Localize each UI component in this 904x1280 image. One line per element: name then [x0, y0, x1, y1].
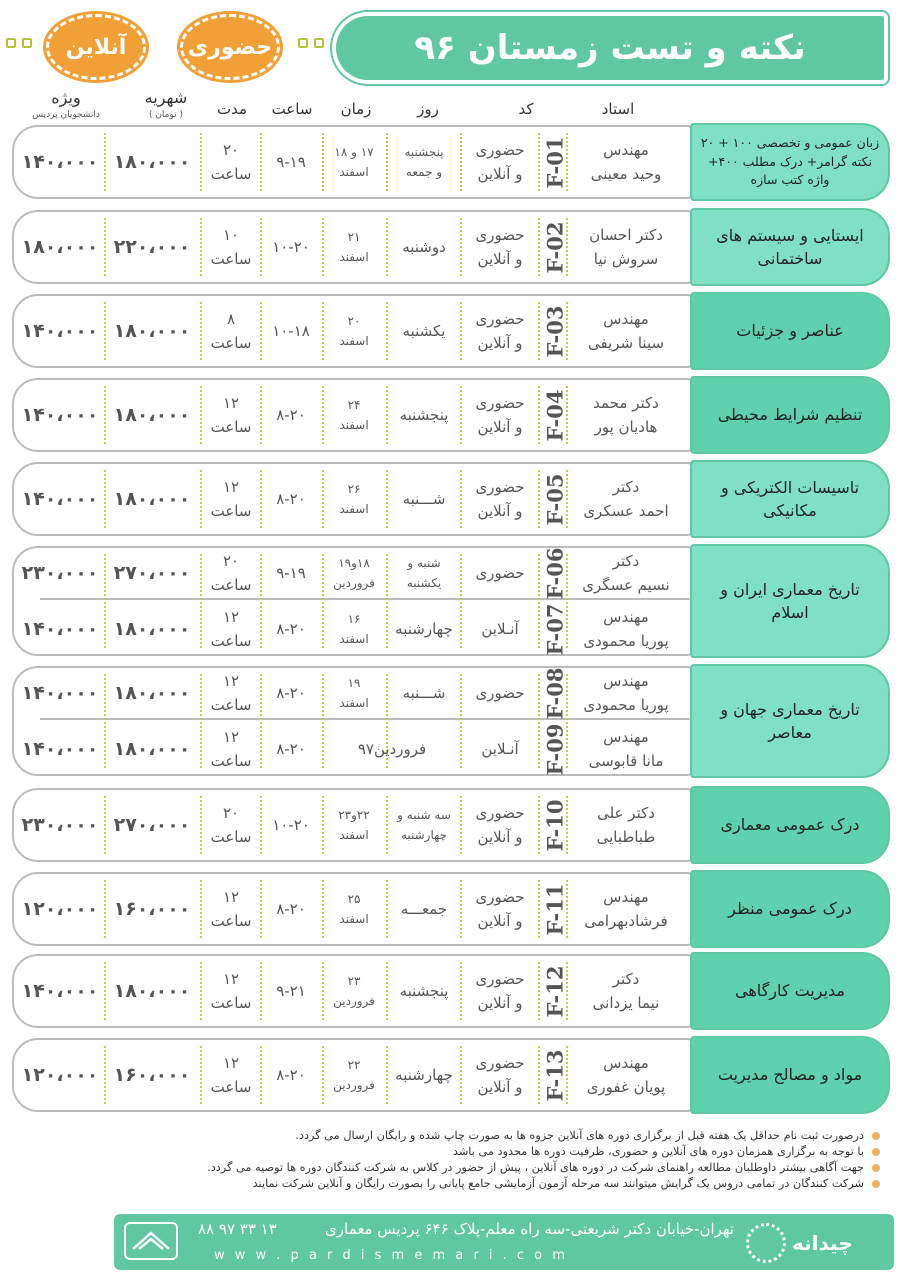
- teacher-name: [566, 378, 686, 452]
- day: [386, 462, 462, 536]
- cell-line: ۱۲: [222, 888, 240, 906]
- special-fee: ۲۳۰،۰۰۰: [21, 561, 99, 584]
- cell-line: ۲۰: [222, 804, 240, 822]
- cell-line: ساعت: [210, 632, 252, 650]
- cell-line: ساعت: [210, 828, 252, 846]
- col-teacher: استاد: [601, 100, 635, 118]
- special-fee: ۱۴۰،۰۰۰: [21, 150, 99, 173]
- course-name[interactable]: ایستایی و سیستم های ساختمانی: [690, 208, 890, 286]
- cell-line: دکتر: [612, 970, 640, 988]
- hour: [260, 666, 322, 720]
- cell-line: چهارشنبه: [395, 1066, 453, 1084]
- cell-line: و آنلاین: [477, 994, 523, 1012]
- cell-line: اسفند: [339, 334, 369, 348]
- cell-line: چهارشنبه: [395, 620, 453, 638]
- course-name[interactable]: تاریخ معماری جهان و معاصر: [690, 664, 890, 778]
- col-day: روز: [417, 100, 439, 118]
- day-date: فروردین۹۷: [357, 740, 427, 758]
- day: [386, 788, 462, 862]
- cell-line: ۲۰: [222, 141, 240, 159]
- day: [386, 125, 462, 199]
- decor-dots-left: [6, 38, 32, 48]
- course-code-text: F-04: [542, 389, 568, 441]
- cell-line: ساعت: [210, 250, 252, 268]
- decor-dots-middle: [298, 38, 324, 48]
- cell-line: نسیم عسگری: [582, 576, 670, 594]
- fee: ۱۸۰،۰۰۰: [113, 150, 191, 173]
- hour-text: ۸-۲۰: [276, 1066, 306, 1084]
- cell-line: اسفند: [339, 828, 369, 842]
- fee: ۱۸۰،۰۰۰: [113, 979, 191, 1002]
- brand-rosette-icon: [746, 1223, 786, 1263]
- teacher-name: [566, 788, 686, 862]
- cell-line: دکتر: [612, 552, 640, 570]
- cell-line: ساعت: [210, 165, 252, 183]
- footer-phone: ۸۸ ۹۷ ۳۳ ۱۳: [198, 1220, 277, 1238]
- cell-line: اسفند: [339, 502, 369, 516]
- cell-line: ۱۸و۱۹: [338, 555, 370, 570]
- date: [322, 210, 386, 284]
- cell-line: مهندس: [603, 672, 649, 690]
- hour: [260, 954, 322, 1028]
- attendance-type: [460, 294, 540, 368]
- cell-line: شنبه و: [407, 555, 441, 570]
- teacher-name: [566, 602, 686, 656]
- cell-line: پویان غفوری: [586, 1078, 666, 1096]
- cell-line: آنـلاین: [481, 620, 519, 638]
- cell-line: ساعت: [210, 1078, 252, 1096]
- duration: [200, 462, 262, 536]
- day: [386, 602, 462, 656]
- duration: [200, 666, 262, 720]
- cell-line: اسفند: [339, 696, 369, 710]
- cell-line: ۸: [226, 310, 236, 328]
- col-date: زمان: [340, 100, 372, 118]
- cell-line: ۲۲و۲۳: [338, 807, 370, 822]
- hour: [260, 546, 322, 600]
- course-name[interactable]: تاسیسات الکتریکی و مکانیکی: [690, 460, 890, 538]
- cell-line: دوشنبه: [402, 238, 446, 256]
- cell-line: دکتر: [612, 478, 640, 496]
- cell-line: شـــنبه: [402, 490, 446, 508]
- course-name[interactable]: تنظیم شرایط محیطی: [690, 376, 890, 454]
- footer: [114, 1214, 894, 1270]
- course-code: [538, 872, 572, 946]
- col-hour: ساعت: [271, 100, 313, 118]
- col-code: کد: [518, 100, 534, 118]
- hour-text: ۱۰-۱۸: [272, 322, 310, 340]
- special-fee: ۱۴۰،۰۰۰: [21, 737, 99, 760]
- teacher-name: [566, 872, 686, 946]
- hour-text: ۱۰-۲۰: [272, 816, 310, 834]
- col-fee: شهریه: [144, 88, 188, 107]
- course-code-text: F-12: [542, 965, 568, 1017]
- cell-line: ۱۲: [222, 672, 240, 690]
- hour: [260, 872, 322, 946]
- cell-line: ساعت: [210, 752, 252, 770]
- cell-line: یکشنبه: [402, 322, 446, 340]
- cell-line: هادیان پور: [594, 418, 658, 436]
- day: [386, 210, 462, 284]
- brand-logo: [746, 1222, 886, 1264]
- cell-line: مهندس: [603, 608, 649, 626]
- hour-text: ۱۰-۲۰: [272, 238, 310, 256]
- teacher-name: [566, 294, 686, 368]
- hour-text: ۹-۱۹: [276, 564, 306, 582]
- page-title-box: [332, 12, 888, 84]
- course-name[interactable]: مدیریت کارگاهی: [690, 952, 890, 1030]
- course-code: [538, 210, 572, 284]
- cell-line: ۲۰: [347, 313, 361, 328]
- teacher-name: [566, 546, 686, 600]
- course-code-text: F-09: [542, 723, 568, 775]
- cell-line: ۱۲: [222, 970, 240, 988]
- fee: ۱۶۰،۰۰۰: [113, 1063, 191, 1086]
- cell-line: و آنلاین: [477, 418, 523, 436]
- cell-line: و آنلاین: [477, 165, 523, 183]
- hour-text: ۸-۲۰: [276, 740, 306, 758]
- course-code: [538, 378, 572, 452]
- cell-line: ۲۱: [347, 229, 361, 244]
- hour: [260, 378, 322, 452]
- cell-line: پنجشنبه: [399, 982, 449, 1000]
- day: [386, 378, 462, 452]
- cell-line: حضوری: [475, 226, 525, 244]
- attendance-type: [460, 378, 540, 452]
- cell-line: ۱۲: [222, 608, 240, 626]
- date: [322, 872, 386, 946]
- hour: [260, 210, 322, 284]
- fee: ۲۷۰،۰۰۰: [113, 813, 191, 836]
- cell-line: دکتر احسان: [589, 226, 663, 244]
- duration: [200, 546, 262, 600]
- duration: [200, 378, 262, 452]
- note-item: با توجه به برگزاری همزمان دوره های آنلاین و حضوری، ظرفیت دوره ها محدود می باشد: [150, 1144, 880, 1160]
- special-fee: ۱۴۰،۰۰۰: [21, 487, 99, 510]
- teacher-name: [566, 125, 686, 199]
- cell-line: سینا شریفی: [587, 334, 665, 352]
- course-code: [538, 546, 572, 600]
- cell-line: اسفند: [339, 632, 369, 646]
- cell-line: ساعت: [210, 696, 252, 714]
- hour: [260, 602, 322, 656]
- course-code-text: F-06: [542, 547, 568, 599]
- day: [386, 954, 462, 1028]
- cell-line: و آنلاین: [477, 912, 523, 930]
- course-code: [538, 788, 572, 862]
- cell-line: حضوری: [475, 141, 525, 159]
- duration: [200, 788, 262, 862]
- course-code-text: F-03: [542, 305, 568, 357]
- cell-line: فروردین: [333, 1078, 375, 1092]
- cell-line: فرشادبهرامی: [584, 912, 668, 930]
- cell-line: ۱۲: [222, 394, 240, 412]
- cell-line: ساعت: [210, 994, 252, 1012]
- fee: ۱۸۰،۰۰۰: [113, 487, 191, 510]
- special-fee: ۱۴۰،۰۰۰: [21, 617, 99, 640]
- cell-line: چهارشنبه: [400, 828, 448, 842]
- fee: ۱۶۰،۰۰۰: [113, 897, 191, 920]
- cell-line: مهندس: [603, 141, 649, 159]
- date: [322, 294, 386, 368]
- attendance-type: [460, 462, 540, 536]
- attendance-type: [460, 125, 540, 199]
- duration: [200, 1038, 262, 1112]
- hour-text: ۹-۱۹: [276, 153, 306, 171]
- course-code-text: F-08: [542, 667, 568, 719]
- cell-line: پنجشنبه: [399, 406, 449, 424]
- date: [322, 954, 386, 1028]
- course-name[interactable]: زبان عمومی و تخصصی ۱۰۰ + ۲۰ نکته گرامر+ درک مطلب ۴۰۰+ واژه کتب سازه: [690, 123, 890, 201]
- page-title: نکته و تست زمستان ۹۶: [414, 28, 806, 68]
- day: [386, 1038, 462, 1112]
- col-special-sub: دانشجویان پردیس: [32, 110, 100, 120]
- cell-line: وحید معینی: [590, 165, 662, 183]
- cell-line: طباطبایی: [596, 828, 656, 846]
- date: [322, 1038, 386, 1112]
- special-fee: ۱۴۰،۰۰۰: [21, 319, 99, 342]
- course-code-text: F-07: [542, 603, 568, 655]
- course-code: [538, 1038, 572, 1112]
- hour: [260, 788, 322, 862]
- hour-text: ۸-۲۰: [276, 684, 306, 702]
- cell-line: ۲۴: [347, 397, 361, 412]
- date: [322, 378, 386, 452]
- teacher-name: [566, 722, 686, 776]
- teacher-name: [566, 954, 686, 1028]
- attendance-type: [460, 546, 540, 600]
- fee: ۲۲۰،۰۰۰: [113, 235, 191, 258]
- attendance-type: [460, 788, 540, 862]
- hour: [260, 294, 322, 368]
- hour: [260, 722, 322, 776]
- hour-text: ۸-۲۰: [276, 900, 306, 918]
- fee: ۱۸۰،۰۰۰: [113, 319, 191, 342]
- cell-line: مهندس: [603, 888, 649, 906]
- attendance-type: [460, 954, 540, 1028]
- course-code-text: F-10: [542, 799, 568, 851]
- course-name[interactable]: درک عمومی منظر: [690, 870, 890, 948]
- cell-line: ساعت: [210, 334, 252, 352]
- pardis-logo-icon: [124, 1222, 178, 1260]
- cell-line: اسفند: [339, 912, 369, 926]
- teacher-name: [566, 666, 686, 720]
- cell-line: حضوری: [475, 310, 525, 328]
- teacher-name: [566, 210, 686, 284]
- course-code: [538, 602, 572, 656]
- cell-line: و آنلاین: [477, 828, 523, 846]
- special-fee: ۲۳۰،۰۰۰: [21, 813, 99, 836]
- special-fee: ۱۸۰،۰۰۰: [21, 235, 99, 258]
- inperson-badge: حضوری: [180, 14, 280, 80]
- cell-line: اسفند: [339, 250, 369, 264]
- attendance-type: [460, 666, 540, 720]
- course-code-text: F-11: [542, 883, 568, 935]
- course-name[interactable]: عناصر و جزئیات: [690, 292, 890, 370]
- course-code-text: F-01: [542, 136, 568, 188]
- cell-line: مهندس: [603, 728, 649, 746]
- cell-line: دکتر محمد: [593, 394, 659, 412]
- fee: ۱۸۰،۰۰۰: [113, 681, 191, 704]
- cell-line: ۲۳: [347, 973, 361, 988]
- cell-line: حضوری: [475, 1054, 525, 1072]
- course-code: [538, 954, 572, 1028]
- cell-line: آنـلاین: [481, 740, 519, 758]
- fee: ۱۸۰،۰۰۰: [113, 403, 191, 426]
- course-name[interactable]: تاریخ معماری ایران و اسلام: [690, 544, 890, 658]
- cell-line: اسفند: [339, 418, 369, 432]
- cell-line: دکتر علی: [597, 804, 655, 822]
- fee: ۲۷۰،۰۰۰: [113, 561, 191, 584]
- date: [322, 125, 386, 199]
- day: [386, 666, 462, 720]
- cell-line: ساعت: [210, 502, 252, 520]
- course-code: [538, 666, 572, 720]
- course-code: [538, 125, 572, 199]
- col-special: ویژه: [51, 88, 81, 107]
- cell-line: مهندس: [603, 310, 649, 328]
- cell-line: و آنلاین: [477, 250, 523, 268]
- duration: [200, 954, 262, 1028]
- footer-website[interactable]: w w w . p a r d i s m e m a r i . c o m: [214, 1248, 568, 1263]
- date: [322, 666, 386, 720]
- cell-line: پنجشنبه: [404, 144, 444, 159]
- cell-line: سه شنبه و: [397, 807, 451, 822]
- hour-text: ۹-۲۱: [276, 982, 306, 1000]
- cell-line: و آنلاین: [477, 502, 523, 520]
- cell-line: احمد عسکری: [583, 502, 669, 520]
- cell-line: ۱۶: [347, 611, 361, 626]
- cell-line: ۱۰: [222, 226, 240, 244]
- duration: [200, 125, 262, 199]
- cell-line: اسفند: [339, 165, 369, 179]
- special-fee: ۱۲۰،۰۰۰: [21, 897, 99, 920]
- hour-text: ۸-۲۰: [276, 406, 306, 424]
- notes-list: [150, 1128, 880, 1192]
- footer-address: تهران-خیابان دکتر شریعتی-سه راه معلم-پلاک ۶۴۶ پردیس معماری: [325, 1220, 734, 1238]
- course-name[interactable]: مواد و مصالح مدیریت: [690, 1036, 890, 1114]
- cell-line: ۱۲: [222, 728, 240, 746]
- cell-line: حضوری: [475, 564, 525, 582]
- cell-line: ۲۲: [347, 1057, 361, 1072]
- cell-line: یکشنبه: [406, 576, 442, 590]
- duration: [200, 294, 262, 368]
- duration: [200, 602, 262, 656]
- cell-line: ۲۵: [347, 891, 361, 906]
- cell-line: و جمعه: [405, 165, 443, 179]
- attendance-type: [460, 210, 540, 284]
- teacher-name: [566, 1038, 686, 1112]
- day: [386, 294, 462, 368]
- course-code: [538, 294, 572, 368]
- attendance-type: [460, 722, 540, 776]
- cell-line: حضوری: [475, 478, 525, 496]
- fee: ۱۸۰،۰۰۰: [113, 617, 191, 640]
- attendance-type: [460, 1038, 540, 1112]
- hour-text: ۸-۲۰: [276, 490, 306, 508]
- date: [322, 788, 386, 862]
- cell-line: ۱۲: [222, 478, 240, 496]
- day: [386, 546, 462, 600]
- course-code-text: F-13: [542, 1049, 568, 1101]
- fee: ۱۸۰،۰۰۰: [113, 737, 191, 760]
- hour: [260, 125, 322, 199]
- cell-line: حضوری: [475, 684, 525, 702]
- cell-line: نیما یزدانی: [592, 994, 660, 1012]
- note-item: شرکت کنندگان در تمامی دروس یک گرایش میتوانند سه مرحله آزمون آزمایشی جامع پایانی را بصورت رایگان و آنلاین شرکت نمایند: [150, 1176, 880, 1192]
- course-code-text: F-02: [542, 221, 568, 273]
- cell-line: سروش نیا: [593, 250, 659, 268]
- cell-line: حضوری: [475, 970, 525, 988]
- cell-line: جمعـــه: [400, 900, 448, 918]
- cell-line: شـــنبه: [402, 684, 446, 702]
- special-fee: ۱۴۰،۰۰۰: [21, 681, 99, 704]
- cell-line: ۱۹: [347, 675, 361, 690]
- cell-line: فروردین: [333, 994, 375, 1008]
- cell-line: حضوری: [475, 394, 525, 412]
- special-fee: ۱۲۰،۰۰۰: [21, 1063, 99, 1086]
- cell-line: و آنلاین: [477, 334, 523, 352]
- cell-line: و آنلاین: [477, 1078, 523, 1096]
- cell-line: ۱۷ و ۱۸: [334, 144, 374, 159]
- cell-line: ساعت: [210, 912, 252, 930]
- date: [322, 602, 386, 656]
- duration: [200, 210, 262, 284]
- cell-line: حضوری: [475, 888, 525, 906]
- duration: [200, 872, 262, 946]
- cell-line: ۱۲: [222, 1054, 240, 1072]
- date: [322, 462, 386, 536]
- hour: [260, 1038, 322, 1112]
- attendance-type: [460, 602, 540, 656]
- online-badge: آنلاین: [46, 14, 146, 80]
- course-code: [538, 462, 572, 536]
- course-name[interactable]: درک عمومی معماری: [690, 786, 890, 864]
- course-code-text: F-05: [542, 473, 568, 525]
- col-duration: مدت: [216, 100, 248, 118]
- duration: [200, 722, 262, 776]
- date: [322, 546, 386, 600]
- cell-line: فروردین: [333, 576, 375, 590]
- cell-line: ۲۶: [347, 481, 361, 496]
- note-item: درصورت ثبت نام حداقل یک هفته قبل از برگزاری دوره های آنلاین جزوه ها به صورت چاپ شده و رایگان ارسال می گردد.: [150, 1128, 880, 1144]
- hour: [260, 462, 322, 536]
- day: [386, 872, 462, 946]
- teacher-name: [566, 462, 686, 536]
- cell-line: ساعت: [210, 576, 252, 594]
- attendance-type: [460, 872, 540, 946]
- hour-text: ۸-۲۰: [276, 620, 306, 638]
- course-code: [538, 722, 572, 776]
- cell-line: مانا قابوسی: [588, 752, 664, 770]
- cell-line: پوریا محمودی: [583, 696, 669, 714]
- brand-name: چیدانه: [792, 1231, 853, 1255]
- cell-line: پوریا محمودی: [583, 632, 669, 650]
- cell-line: ۲۰: [222, 552, 240, 570]
- note-item: جهت آگاهی بیشتر داوطلبان مطالعه راهنمای شرکت در دوره های آنلاین ، پیش از حضور در کلاس به شرکت کنندگان دوره ها توصیه می گردد.: [150, 1160, 880, 1176]
- cell-line: حضوری: [475, 804, 525, 822]
- cell-line: ساعت: [210, 418, 252, 436]
- special-fee: ۱۴۰،۰۰۰: [21, 979, 99, 1002]
- col-fee-sub: ( تومان ): [148, 110, 184, 120]
- cell-line: مهندس: [603, 1054, 649, 1072]
- special-fee: ۱۴۰،۰۰۰: [21, 403, 99, 426]
